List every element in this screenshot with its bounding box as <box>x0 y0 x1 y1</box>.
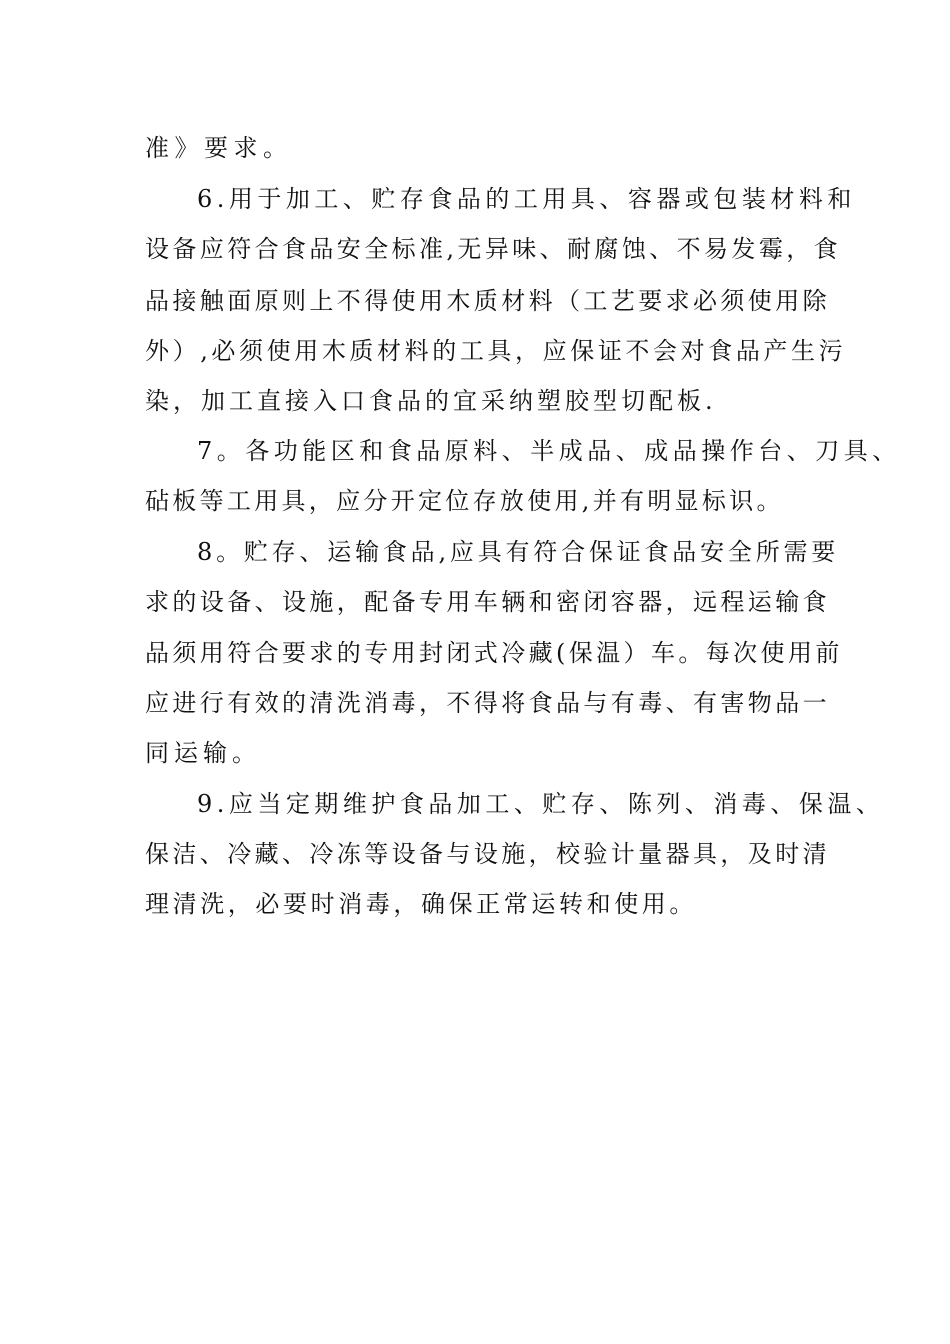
text-line: 设备应符合食品安全标准,无异味、耐腐蚀、不易发霉，食 <box>145 235 842 263</box>
text-line: 9.应当定期维护食品加工、贮存、陈列、消毒、保温、 <box>197 790 885 818</box>
text-line: 理清洗，必要时消毒，确保正常运转和使用。 <box>145 890 697 918</box>
text-line: 求的设备、设施，配备专用车辆和密闭容器，远程运输食 <box>145 588 830 616</box>
text-line: 准》要求。 <box>145 134 293 162</box>
text-line: 保洁、冷藏、冷冻等设备与设施，校验计量器具，及时清 <box>145 840 830 868</box>
text-line: 同运输。 <box>145 739 261 767</box>
text-line: 7。各功能区和食品原料、半成品、成品操作台、刀具、 <box>197 437 901 465</box>
text-line: 8。贮存、运输食品,应具有符合保证食品安全所需要 <box>197 538 840 566</box>
text-line: 外）,必须使用木质材料的工具，应保证不会对食品产生污 <box>145 337 847 365</box>
text-line: 品须用符合要求的专用封闭式冷藏(保温）车。每次使用前 <box>145 639 843 667</box>
text-line: 砧板等工用具，应分开定位存放使用,并有明显标识。 <box>145 487 784 515</box>
text-line: 染，加工直接入口食品的宜采纳塑胶型切配板. <box>145 387 717 415</box>
text-line: 品接触面原则上不得使用木质材料（工艺要求必须使用除 <box>145 287 830 315</box>
text-line: 6.用于加工、贮存食品的工用具、容器或包装材料和 <box>197 185 856 213</box>
text-line: 应进行有效的清洗消毒，不得将食品与有毒、有害物品一 <box>145 689 830 717</box>
